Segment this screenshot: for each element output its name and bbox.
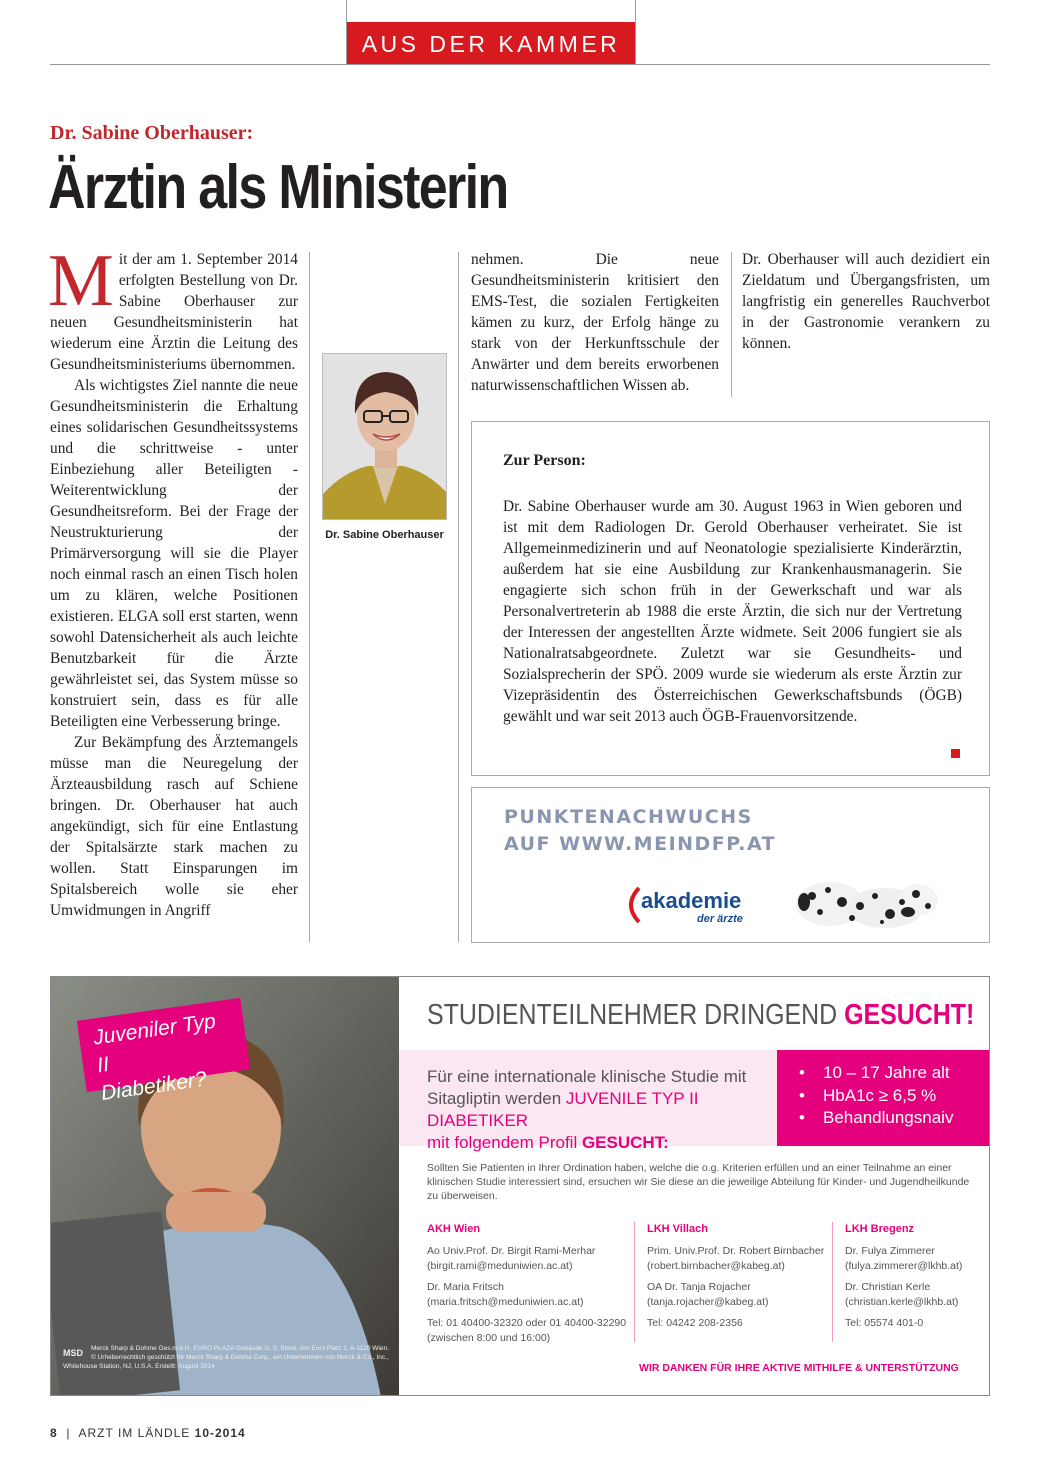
contact-akh-wien (427, 1222, 627, 1352)
contact-phone: Tel: 05574 401-0 (845, 1316, 924, 1329)
contact-city: AKH Wien (427, 1223, 481, 1235)
tab-line-2: Diabetiker? (99, 1067, 208, 1106)
paragraph-5: Dr. Oberhauser will auch dezidiert ein Zieldatum und Übergangsfristen, um langfristig ein generelles Rauchverbot in der Gastronomie verankern zu können. (742, 251, 990, 352)
magazine-name: ARZT IM LÄNDLE (78, 1426, 191, 1440)
article-column-2 (471, 249, 719, 396)
contact-lkh-villach (647, 1222, 837, 1336)
dfp-ad-line-1: PUNKTENACHWUCHS (504, 806, 753, 828)
section-label: AUS DER KAMMER (347, 22, 635, 64)
end-mark-icon (951, 749, 960, 758)
contact-hours: (zwischen 8:00 und 16:00) (427, 1332, 551, 1344)
band-bold: GESUCHT: (581, 1133, 669, 1152)
header-divider-right (635, 0, 636, 64)
contact-email[interactable]: (maria.fritsch@meduniwien.ac.at) (427, 1296, 584, 1308)
contact-divider (832, 1222, 833, 1342)
contact-city: LKH Villach (647, 1223, 708, 1235)
dfp-ad-line-2: AUF WWW.MEINDFP.AT (504, 833, 777, 855)
msd-logo: MSD (63, 1348, 83, 1358)
dalmatian-puppies-image (790, 866, 940, 932)
akademie-logo-sub: der ärzte (697, 913, 743, 925)
info-box-title: Zur Person: (503, 452, 586, 469)
legal-text: Merck Sharp & Dohme Ges.m.b.H, EURO PLAZA Gebäude G, 5. Stock, Am Euro Platz 2, A-1120 Wien. © Urheberrechtlich geschützt für Merck Sharp & Dohme Corp., ein Unternehmen von Merck & Co., Inc., Whitehouse Station, NJ, U.S.A. Erstellt: August 2014 (63, 1345, 389, 1370)
dropcap: M (48, 240, 114, 322)
akademie-logo-main: akademie (641, 888, 742, 913)
paragraph-3: Zur Bekämpfung des Ärztemangels müsse man die Neuregelung der Ärzteausbildung rasch auf Schiene bringen. Dr. Oberhauser hat auch angekündigt, sich für eine Entlastung der Spitalsärzte stark machen zu wollen. Statt Einsparungen im Spitalsbereich wolle sie eher Umwidmungen in Angriff (50, 734, 298, 919)
contact-email[interactable]: (tanja.rojacher@kabeg.at) (647, 1296, 769, 1308)
contact-phone: Tel: 01 40400-32320 oder 01 40400-32290 (427, 1316, 627, 1329)
band-text-2: mit folgendem Profil (427, 1133, 582, 1152)
criterion-naive: • Behandlungsnaiv (797, 1107, 990, 1130)
article-column-1 (48, 240, 298, 921)
photo-caption: Dr. Sabine Oberhauser (325, 529, 444, 541)
study-description (427, 1066, 767, 1154)
paragraph-2: Als wichtigstes Ziel nannte die neue Gesundheitsministerin die Erhaltung eines solidarischen Gesundheitssystems und die schrittweise - unter Einbeziehung aller Beteiligten - Weiterentwicklung der Gesundheitsreform. Bei der Frage der Neustrukturierung der Primärversorgung will sie die Player noch einmal rasch an einen Tisch holen um zu klären, welche Positionen existieren. ELGA soll erst starten, wenn sowohl Datensicherheit als auch leichte Benutzbarkeit für die Ärzte gewährleistet sei, das System müsse so konstruiert sein, dass es für alle Beteiligten eine Verbesserung bringe. (50, 377, 298, 730)
page-number: 8 (50, 1426, 58, 1440)
dfp-ad-text (504, 804, 776, 858)
contact-email[interactable]: (fulya.zimmerer@lkhb.at) (845, 1260, 963, 1272)
criteria-list (777, 1050, 990, 1146)
page-footer (50, 1426, 246, 1440)
study-band (399, 1050, 990, 1152)
referral-intro: Sollten Sie Patienten in Ihrer Ordination haben, welche die o.g. Kriterien erfüllen und an einer Teilnahme an einer klinischen Studie interessiert sind, ersuchen wir Sie diese an die jeweilige Abteilung für Kinder- und Jugendheilkunde zu überweisen. (427, 1162, 970, 1202)
criterion-age: • 10 – 17 Jahre alt (797, 1062, 990, 1085)
msd-ad-content (399, 977, 990, 1396)
article-kicker: Dr. Sabine Oberhauser: (50, 122, 254, 144)
contact-person: Prim. Univ.Prof. Dr. Robert Birnbacher (647, 1244, 825, 1257)
info-box-text: Dr. Sabine Oberhauser wurde am 30. August 1963 in Wien geboren und ist mit dem Radiologen Dr. Gerold Oberhauser verheiratet. Sie ist Allgemeinmedizinerin und auf Neonatologie spezialisierte Kinderärztin, außerdem hat sie eine Ausbildung zur Krankenhausmanagerin. Sie engagierte sich schon früh in der Gewerkschaft und war als Personalvertreterin ab 1988 die erste Ärztin, die sich nur der Vertretung der Interessen der angestellten Ärzte widmete. Seit 2006 fungiert sie als Nationalratsabgeordnete. Zuletzt war sie Gesundheits- und Sozialsprecherin der SPÖ. 2009 wurde sie wiederum als erste Ärztin zur Vizepräsidentin des Österreichischen Gewerkschaftsbunds (ÖGB) gewählt und war seit 2013 auch ÖGB-Frauenvorsitzende. (503, 498, 962, 725)
tab-line-1: Juveniler Typ II (91, 1009, 218, 1078)
footer-separator: | (66, 1426, 71, 1440)
column-rule-3 (731, 252, 732, 397)
issue-number: 10-2014 (194, 1426, 246, 1440)
contact-person: Dr. Fulya Zimmerer (845, 1244, 935, 1257)
contact-lkh-bregenz (845, 1222, 985, 1336)
ad-title-bold: GESUCHT! (844, 999, 975, 1031)
contact-person: Dr. Maria Fritsch (427, 1280, 505, 1293)
contact-person: OA Dr. Tanja Rojacher (647, 1280, 751, 1293)
contact-divider (634, 1222, 635, 1342)
paragraph-1: it der am 1. September 2014 erfolgten Bestellung von Dr. Sabine Oberhauser zur neuen Gesundheitsministerin hat wiederum eine Ärztin die Leitung des Gesundheitsministeriums übernommen. (50, 251, 298, 373)
dfp-advertisement[interactable] (471, 787, 990, 943)
band-text-1: Für eine internationale klinische Studie mit Sitagliptin werden (427, 1067, 747, 1108)
band-highlight: JUVENILE TYP II DIABETIKER (427, 1089, 699, 1130)
criterion-hba1c: • HbA1c ≥ 6,5 % (797, 1085, 990, 1108)
contact-person: Dr. Christian Kerle (845, 1280, 931, 1293)
msd-legal-notice (63, 1344, 393, 1371)
contact-email[interactable]: (birgit.rami@meduniwien.ac.at) (427, 1260, 573, 1272)
column-rule-1 (309, 252, 310, 942)
akademie-logo (625, 882, 753, 928)
contact-phone: Tel: 04242 208-2356 (647, 1316, 743, 1329)
portrait-photo (322, 353, 447, 520)
contact-email[interactable]: (christian.kerle@lkhb.at) (845, 1296, 959, 1308)
article-column-3 (742, 249, 990, 354)
thank-you-line: WIR DANKEN FÜR IHRE AKTIVE MITHILFE & UNTERSTÜTZUNG (639, 1362, 959, 1374)
column-rule-2 (458, 252, 459, 942)
contact-email[interactable]: (robert.birnbacher@kabeg.at) (647, 1260, 785, 1272)
ad-title (427, 999, 974, 1032)
msd-study-advertisement (50, 976, 990, 1396)
info-box-person (471, 421, 990, 776)
ad-title-plain: STUDIENTEILNEHMER DRINGEND (427, 999, 845, 1031)
msd-ad-image-panel (51, 977, 399, 1396)
contact-person: Ao Univ.Prof. Dr. Birgit Rami-Merhar (427, 1244, 596, 1257)
article-headline: Ärztin als Ministerin (48, 153, 508, 222)
paragraph-4: nehmen. Die neue Gesundheitsministerin kritisiert den EMS-Test, die sozialen Fertigkeiten kämen zu kurz, der Erfolg hänge zu stark von der Herkunftsschule der Anwärter und dem bereits erworbenen naturwissenschaftlichen Wissen ab. (471, 251, 719, 394)
contact-city: LKH Bregenz (845, 1223, 915, 1235)
header-rule (50, 64, 990, 65)
